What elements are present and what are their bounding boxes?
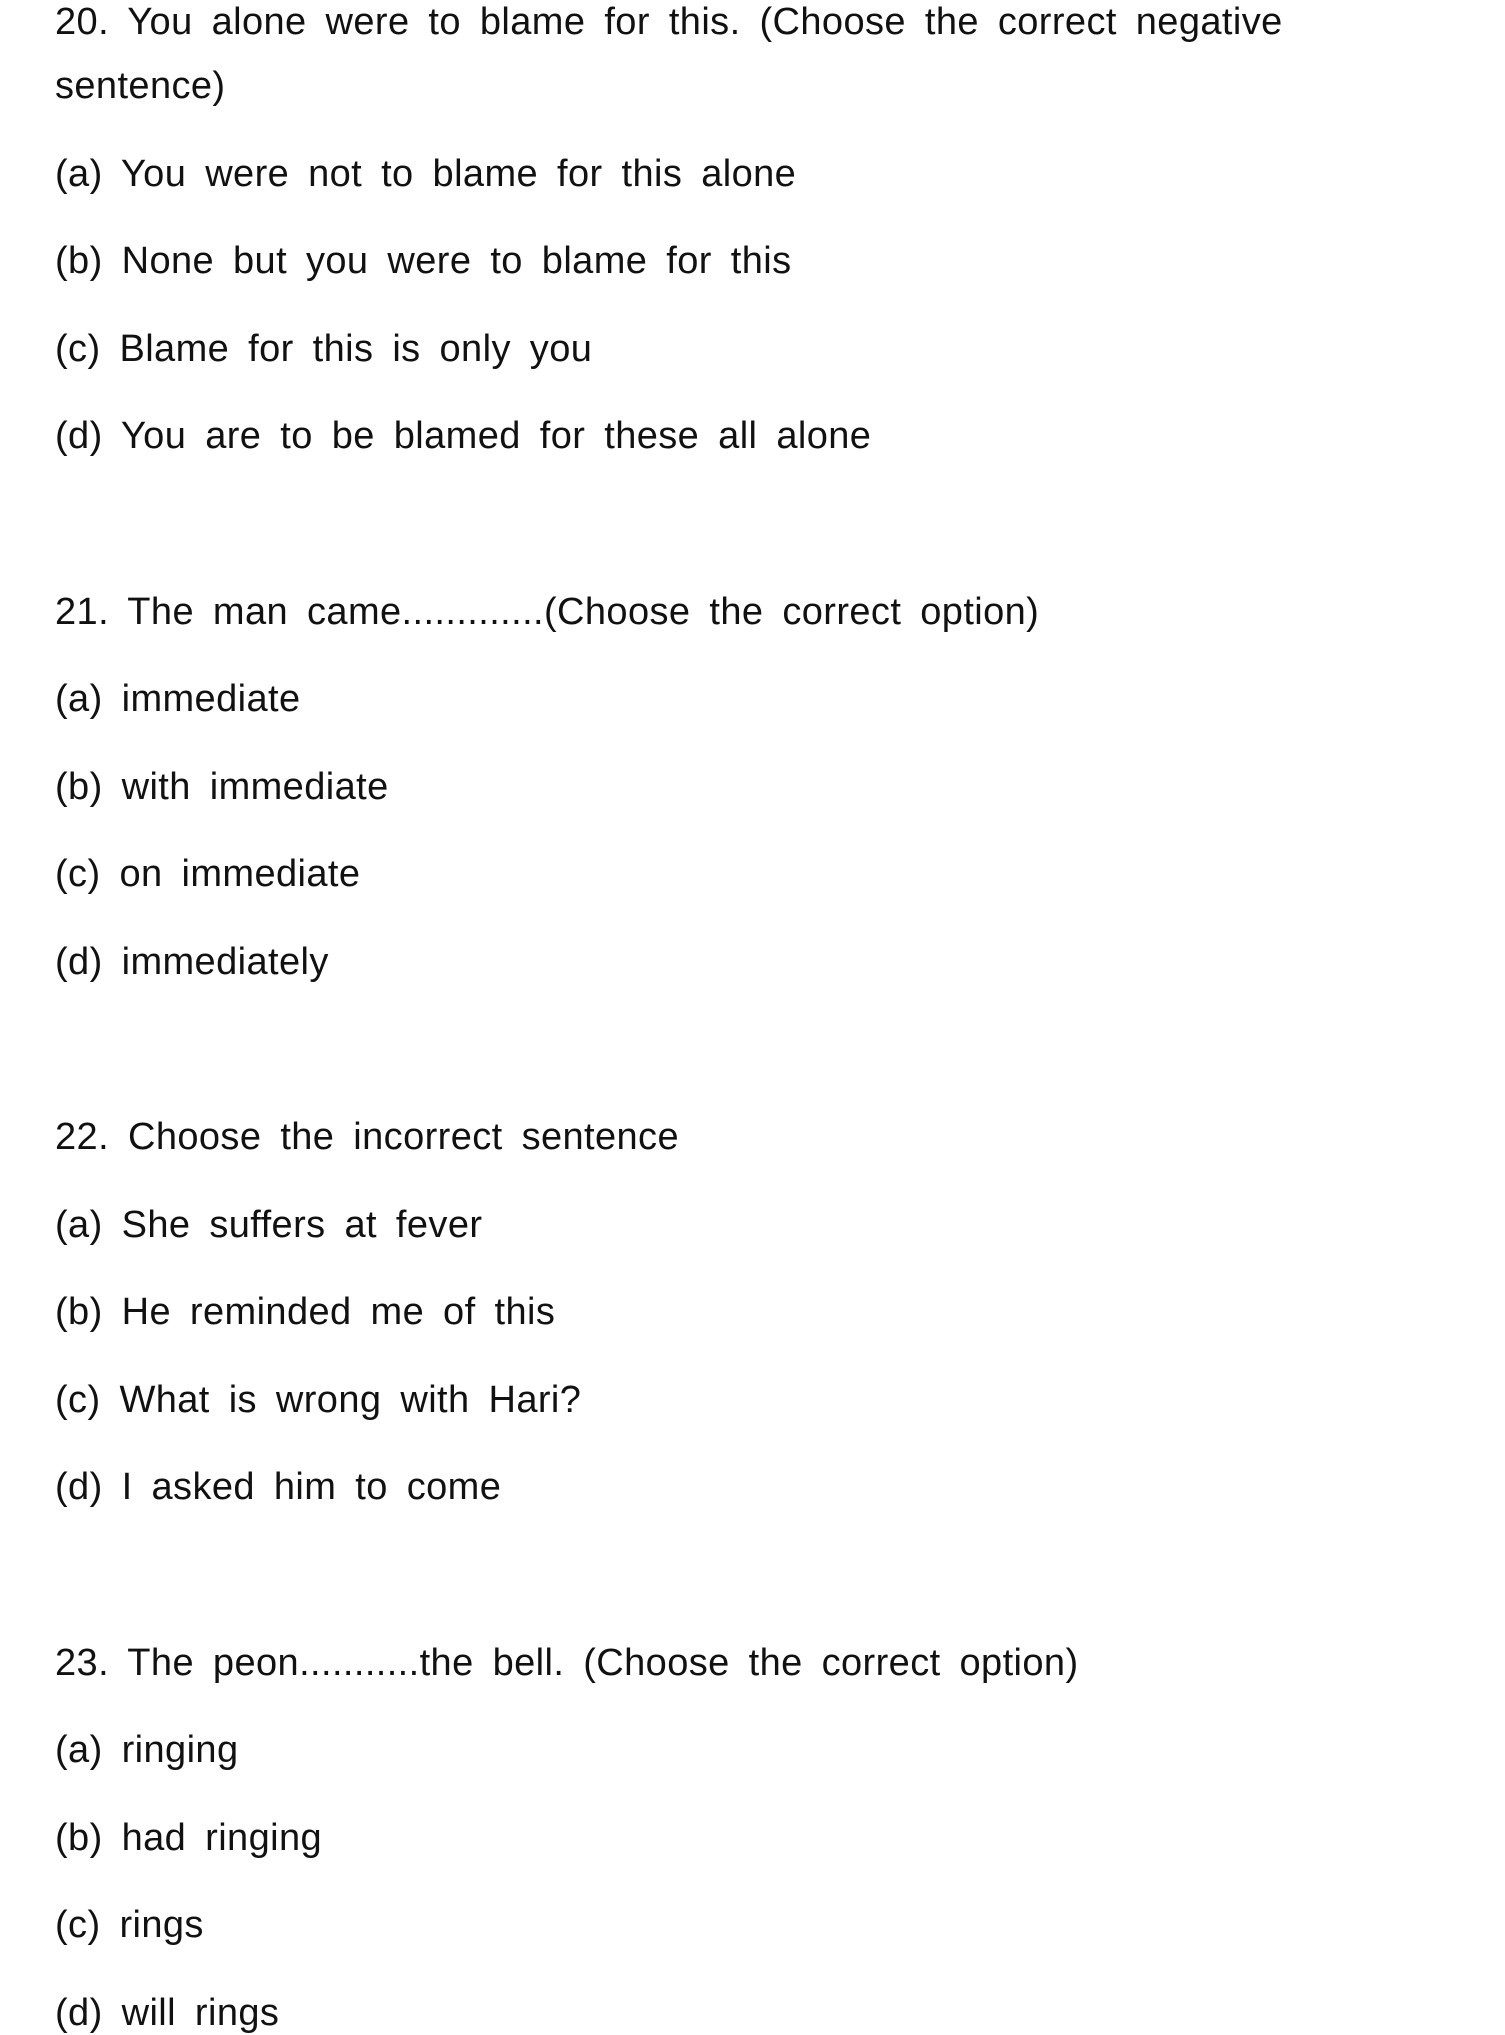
question-20-option-c: (c) Blame for this is only you: [55, 328, 593, 370]
question-20-stem: 20. You alone were to blame for this. (Choose the correct negative: [55, 1, 1283, 43]
question-22-stem: 22. Choose the incorrect sentence: [55, 1116, 679, 1158]
question-22-option-d: (d) I asked him to come: [55, 1466, 502, 1508]
question-23-option-c: (c) rings: [55, 1904, 204, 1946]
question-21-option-a: (a) immediate: [55, 678, 301, 720]
question-21-option-b: (b) with immediate: [55, 766, 389, 808]
question-20-option-b: (b) None but you were to blame for this: [55, 240, 792, 282]
question-20-option-a: (a) You were not to blame for this alone: [55, 153, 797, 195]
question-21-stem: 21. The man came.............(Choose the correct option): [55, 591, 1040, 633]
question-22-option-a: (a) She suffers at fever: [55, 1204, 483, 1246]
question-23-option-d: (d) will rings: [55, 1992, 280, 2034]
question-21-option-d: (d) immediately: [55, 941, 329, 983]
question-21-option-c: (c) on immediate: [55, 853, 361, 895]
question-22-option-b: (b) He reminded me of this: [55, 1291, 556, 1333]
question-20-stem-continued: sentence): [55, 65, 226, 107]
question-22-option-c: (c) What is wrong with Hari?: [55, 1379, 582, 1421]
question-23-option-b: (b) had ringing: [55, 1817, 323, 1859]
question-20-option-d: (d) You are to be blamed for these all alone: [55, 415, 872, 457]
question-23-stem: 23. The peon...........the bell. (Choose the correct option): [55, 1642, 1079, 1684]
question-23-option-a: (a) ringing: [55, 1729, 239, 1771]
